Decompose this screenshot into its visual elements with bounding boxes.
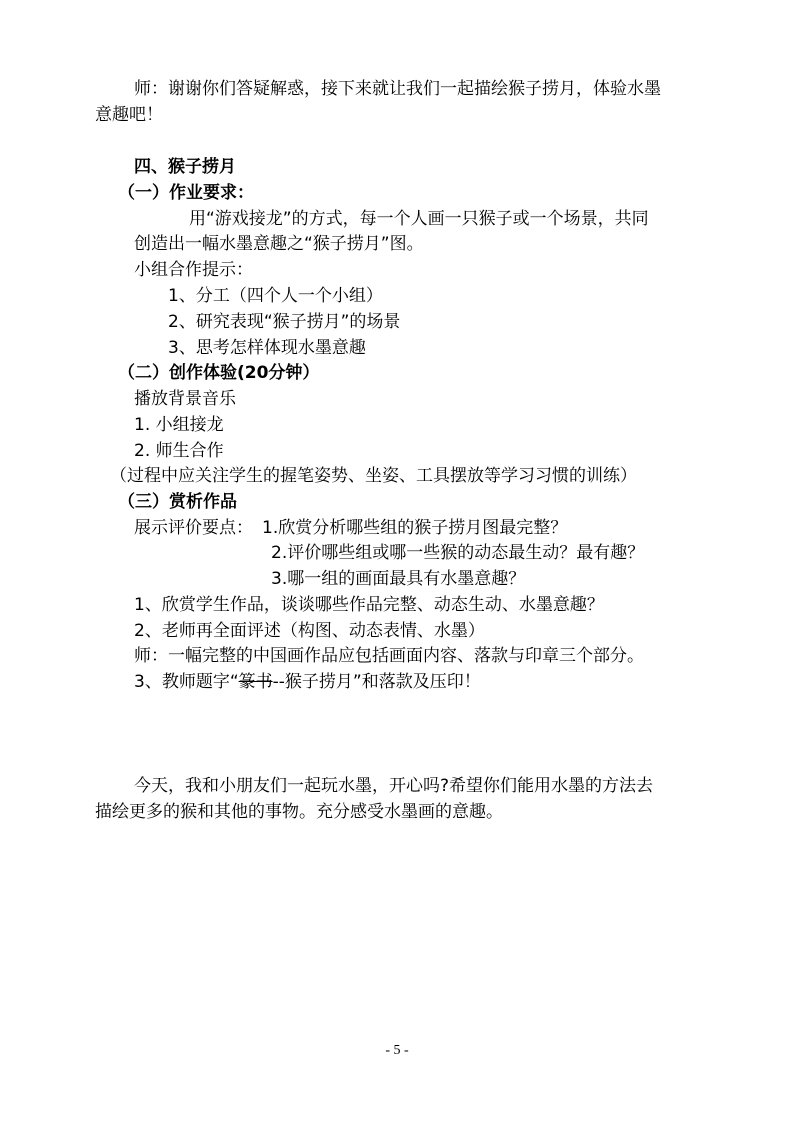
- tips-title: 小组合作提示：: [134, 260, 253, 280]
- closing-line2: 描绘更多的猴和其他的事物。充分感受水墨画的意趣。: [95, 802, 503, 822]
- para1-line2: 意趣吧！: [95, 105, 163, 125]
- review-item: 1、欣赏学生作品，谈谈哪些作品完整、动态生动、水墨意趣？: [134, 595, 604, 615]
- item3-strike: 篆书: [238, 672, 273, 692]
- review-item: 师：一幅完整的中国画作品应包括画面内容、落款与印章三个部分。: [134, 646, 644, 666]
- sub3-title: （三）赏析作品: [118, 492, 237, 512]
- item3-prefix: 3、教师题字“: [134, 672, 239, 692]
- item3-suffix: --猴子捞月”和落款及压印！: [272, 672, 481, 692]
- tip-item: 2、研究表现“猴子捞月”的场景: [168, 312, 401, 332]
- sub1-title: （一）作业要求：: [118, 183, 254, 203]
- point-item: 1.欣赏分析哪些组的猴子捞月图最完整？: [262, 518, 568, 538]
- points-label: 展示评价要点：: [134, 518, 253, 538]
- point-item: 3.哪一组的画面最具有水墨意趣？: [271, 569, 526, 589]
- sub1-line1: 用“游戏接龙”的方式，每一个人画一只猴子或一个场景，共同: [189, 209, 649, 229]
- section4-title: 四、猴子捞月: [134, 157, 236, 177]
- habit-note: （过程中应关注学生的握笔姿势、坐姿、工具摆放等学习习惯的训练）: [110, 466, 637, 486]
- music-line: 播放背景音乐: [134, 389, 236, 409]
- sub1-line2: 创造出一幅水墨意趣之“猴子捞月”图。: [134, 234, 424, 254]
- step-item: 1. 小组接龙: [134, 415, 224, 435]
- sub2-title: （二）创作体验(20分钟）: [118, 363, 320, 383]
- tip-item: 3、思考怎样体现水墨意趣: [168, 338, 366, 358]
- page-number: - 5 -: [385, 1043, 409, 1058]
- closing-line1: 今天，我和小朋友们一起玩水墨，开心吗?希望你们能用水墨的方法去: [134, 776, 654, 796]
- review-item-3: [134, 671, 481, 693]
- review-item: 2、老师再全面评述（构图、动态表情、水墨）: [134, 621, 485, 641]
- para1-line1: 师：谢谢你们答疑解惑，接下来就让我们一起描绘猴子捞月，体验水墨: [134, 79, 661, 99]
- point-item: 2.评价哪些组或哪一些猴的动态最生动？最有趣？: [271, 543, 645, 563]
- step-item: 2. 师生合作: [134, 441, 224, 461]
- tip-item: 1、分工（四个人一个小组）: [168, 286, 383, 306]
